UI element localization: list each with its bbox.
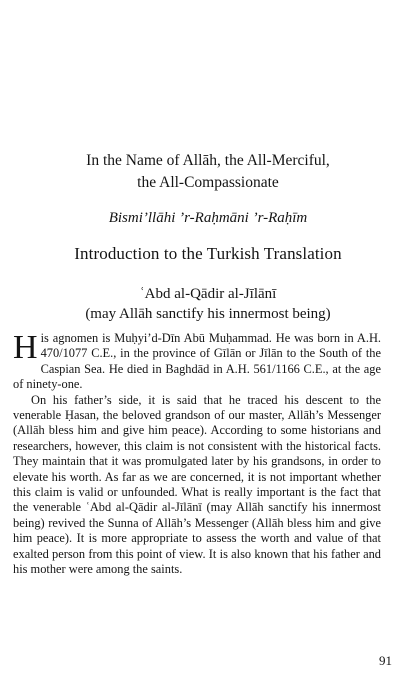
drop-cap: H (13, 329, 38, 366)
author-name: ʿAbd al-Qādir al-Jīlānī (139, 286, 277, 302)
paragraph-1-text: is agnomen is Muḥyi’d-Dīn Abū Muḥammad. He was born in A.H. 470/1077 C.E., in the province of Gīlān or Jīlān to the South of the Caspian Sea. He died in Baghdād in A.H. 561/1166 C.E., at the age of ninety-one. (13, 331, 381, 392)
chapter-title: Introduction to the Turkish Translation (74, 244, 342, 263)
paragraph-1 (13, 331, 381, 393)
author-block (0, 284, 416, 324)
bismillah-transliteration: Bismi’llāhi ’r-Raḥmāni ’r-Raḥīm (108, 210, 308, 226)
author-honorific: (may Allāh sanctify his innermost being) (85, 306, 331, 322)
page-number: 91 (379, 653, 392, 668)
invocation-line-2: the All-Compassionate (137, 174, 279, 191)
body-text (13, 331, 381, 578)
paragraph-2: On his father’s side, it is said that he traced his descent to the venerable Ḥasan, the beloved grandson of our master, Allāh’s Messenger (Allāh bless him and give him peace). According to some historians and researchers, however, this claim is not consistent with the historical facts. They maintain that it was promulgated later by his grandsons, in order to elevate his worth. As far as we are concerned, it is not important whether this claim is valid or unfounded. What is really important is the fact that the venerable ʿAbd al-Qādir al-Jīlānī (may Allāh sanctify his innermost being) revived the Sunna of Allāh’s Messenger (Allāh bless him and give him peace). It is more appropriate to assess the worth and value of that exalted person from this point of view. It is also known that his father and his mother were among the saints. (13, 392, 381, 577)
invocation-heading (0, 150, 416, 194)
invocation-line-1: In the Name of Allāh, the All-Merciful, (86, 152, 330, 169)
